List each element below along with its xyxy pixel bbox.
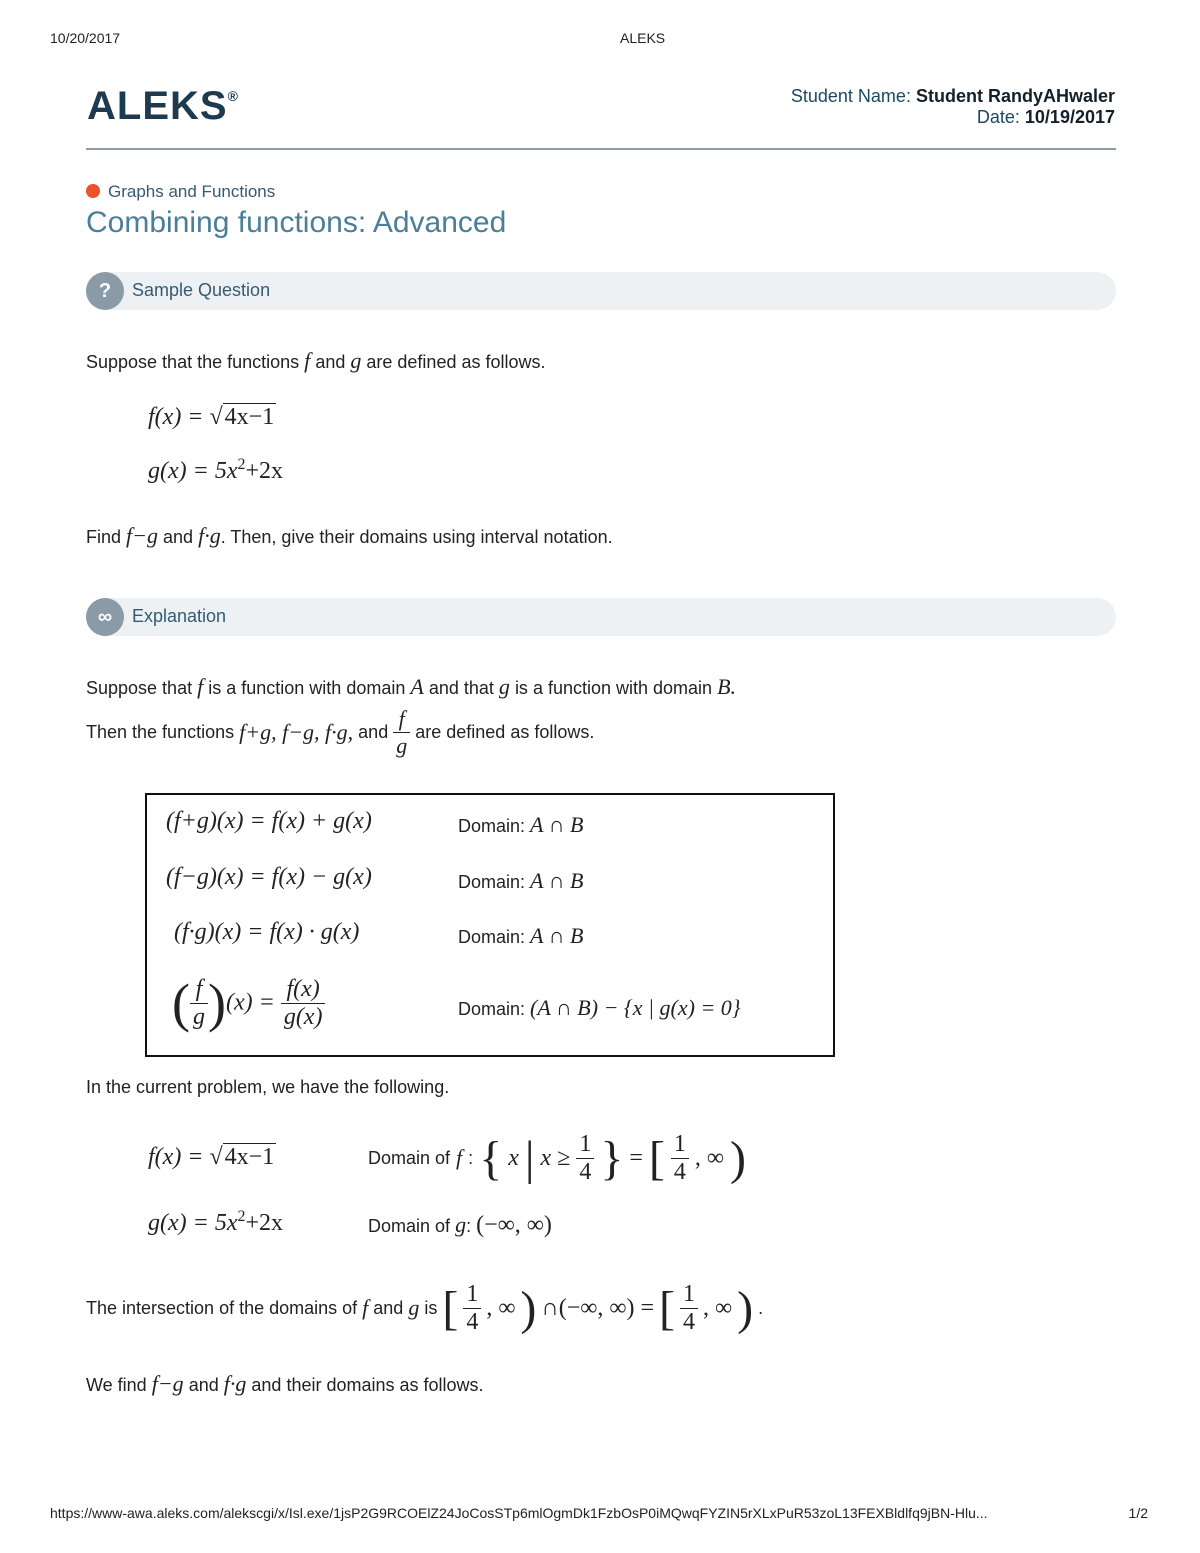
f-definition: f(x) = √4x−1	[148, 404, 275, 430]
page-title: Combining functions: Advanced	[86, 206, 507, 239]
rule-quotient-formula: ( $\frac{f}{g}$ )(x) = $\frac{f(x)}{g(x)}$	[172, 972, 325, 1034]
current-g-definition: $g(x) = 5x^2+2x$	[148, 1208, 284, 1236]
rule-sum-domain: Domain: A ∩ B	[458, 812, 584, 837]
infinity-icon: ∞	[86, 598, 124, 636]
f-over-g: $\frac{f}{g}$	[393, 706, 410, 759]
explanation-bar	[86, 598, 1116, 636]
rule-diff-formula: (f−g)(x) = f(x) − g(x)	[166, 864, 372, 890]
footer-page-number: 1/2	[1128, 1505, 1148, 1521]
print-date: 10/20/2017	[50, 30, 121, 46]
rule-product-domain: Domain: A ∩ B	[458, 923, 584, 948]
student-name: Student RandyAHwaler	[915, 86, 1115, 106]
sample-question-bar	[86, 272, 1116, 310]
category-dot-icon	[86, 184, 100, 198]
date-label: Date:	[976, 107, 1020, 127]
question-icon: ?	[86, 272, 124, 310]
student-name-label: Student Name:	[790, 86, 911, 106]
category: Graphs and Functions	[86, 182, 275, 202]
explanation-label: Explanation	[132, 606, 227, 626]
g-definition: $g(x) = 5x^2+2x$	[148, 456, 284, 484]
find-instruction: Find f−g and f·g. Then, give their domains using interval notation.	[86, 523, 613, 548]
f-domain: Domain of f : { x | x ≥ $\frac{1}{4}$ } = [ $\frac{1}{4}$ , ∞ )	[368, 1130, 746, 1185]
print-title: ALEKS	[620, 30, 666, 46]
rule-product-formula: (f·g)(x) = f(x) · g(x)	[174, 919, 360, 945]
header-divider	[86, 148, 1116, 150]
g-domain: Domain of g: (−∞, ∞)	[368, 1212, 552, 1238]
we-find-line: We find f−g and f·g and their domains as follows.	[86, 1371, 484, 1396]
sample-question-label: Sample Question	[132, 280, 271, 300]
date-value: 10/19/2017	[1024, 107, 1115, 127]
explanation-line-1: Suppose that f is a function with domain A and that g is a function with domain B.	[86, 674, 737, 699]
footer-url: https://www-awa.aleks.com/alekscgi/x/Isl.exe/1jsP2G9RCOElZ24JoCosSTp6mlOgmDk1FzbOsP0iMQwqFYZIN5rXLxPuR53zoL13FEXBldlfq9jBN-Hlu...	[50, 1505, 988, 1521]
current-f-definition: f(x) = √4x−1	[148, 1144, 275, 1170]
rule-quotient-domain: Domain: (A ∩ B) − {x | g(x) = 0}	[458, 995, 741, 1020]
current-problem: In the current problem, we have the following.	[86, 1077, 450, 1097]
rule-diff-domain: Domain: A ∩ B	[458, 868, 584, 893]
rule-sum-formula: (f+g)(x) = f(x) + g(x)	[166, 808, 372, 834]
intersection-line: The intersection of the domains of f and g is [ $\frac{1}{4}$ , ∞ ) ∩(−∞, ∞) = [ $\frac{1}{4}$ , ∞ ) .	[86, 1280, 764, 1335]
explanation-line-2: Then the functions f+g, f−g, f·g, and $\frac{f}{g}$ are defined as follows.	[86, 706, 595, 758]
student-info	[791, 86, 1115, 128]
question-intro: Suppose that the functions f and g are defined as follows.	[86, 348, 546, 373]
aleks-logo: ALEKS®	[87, 84, 239, 128]
